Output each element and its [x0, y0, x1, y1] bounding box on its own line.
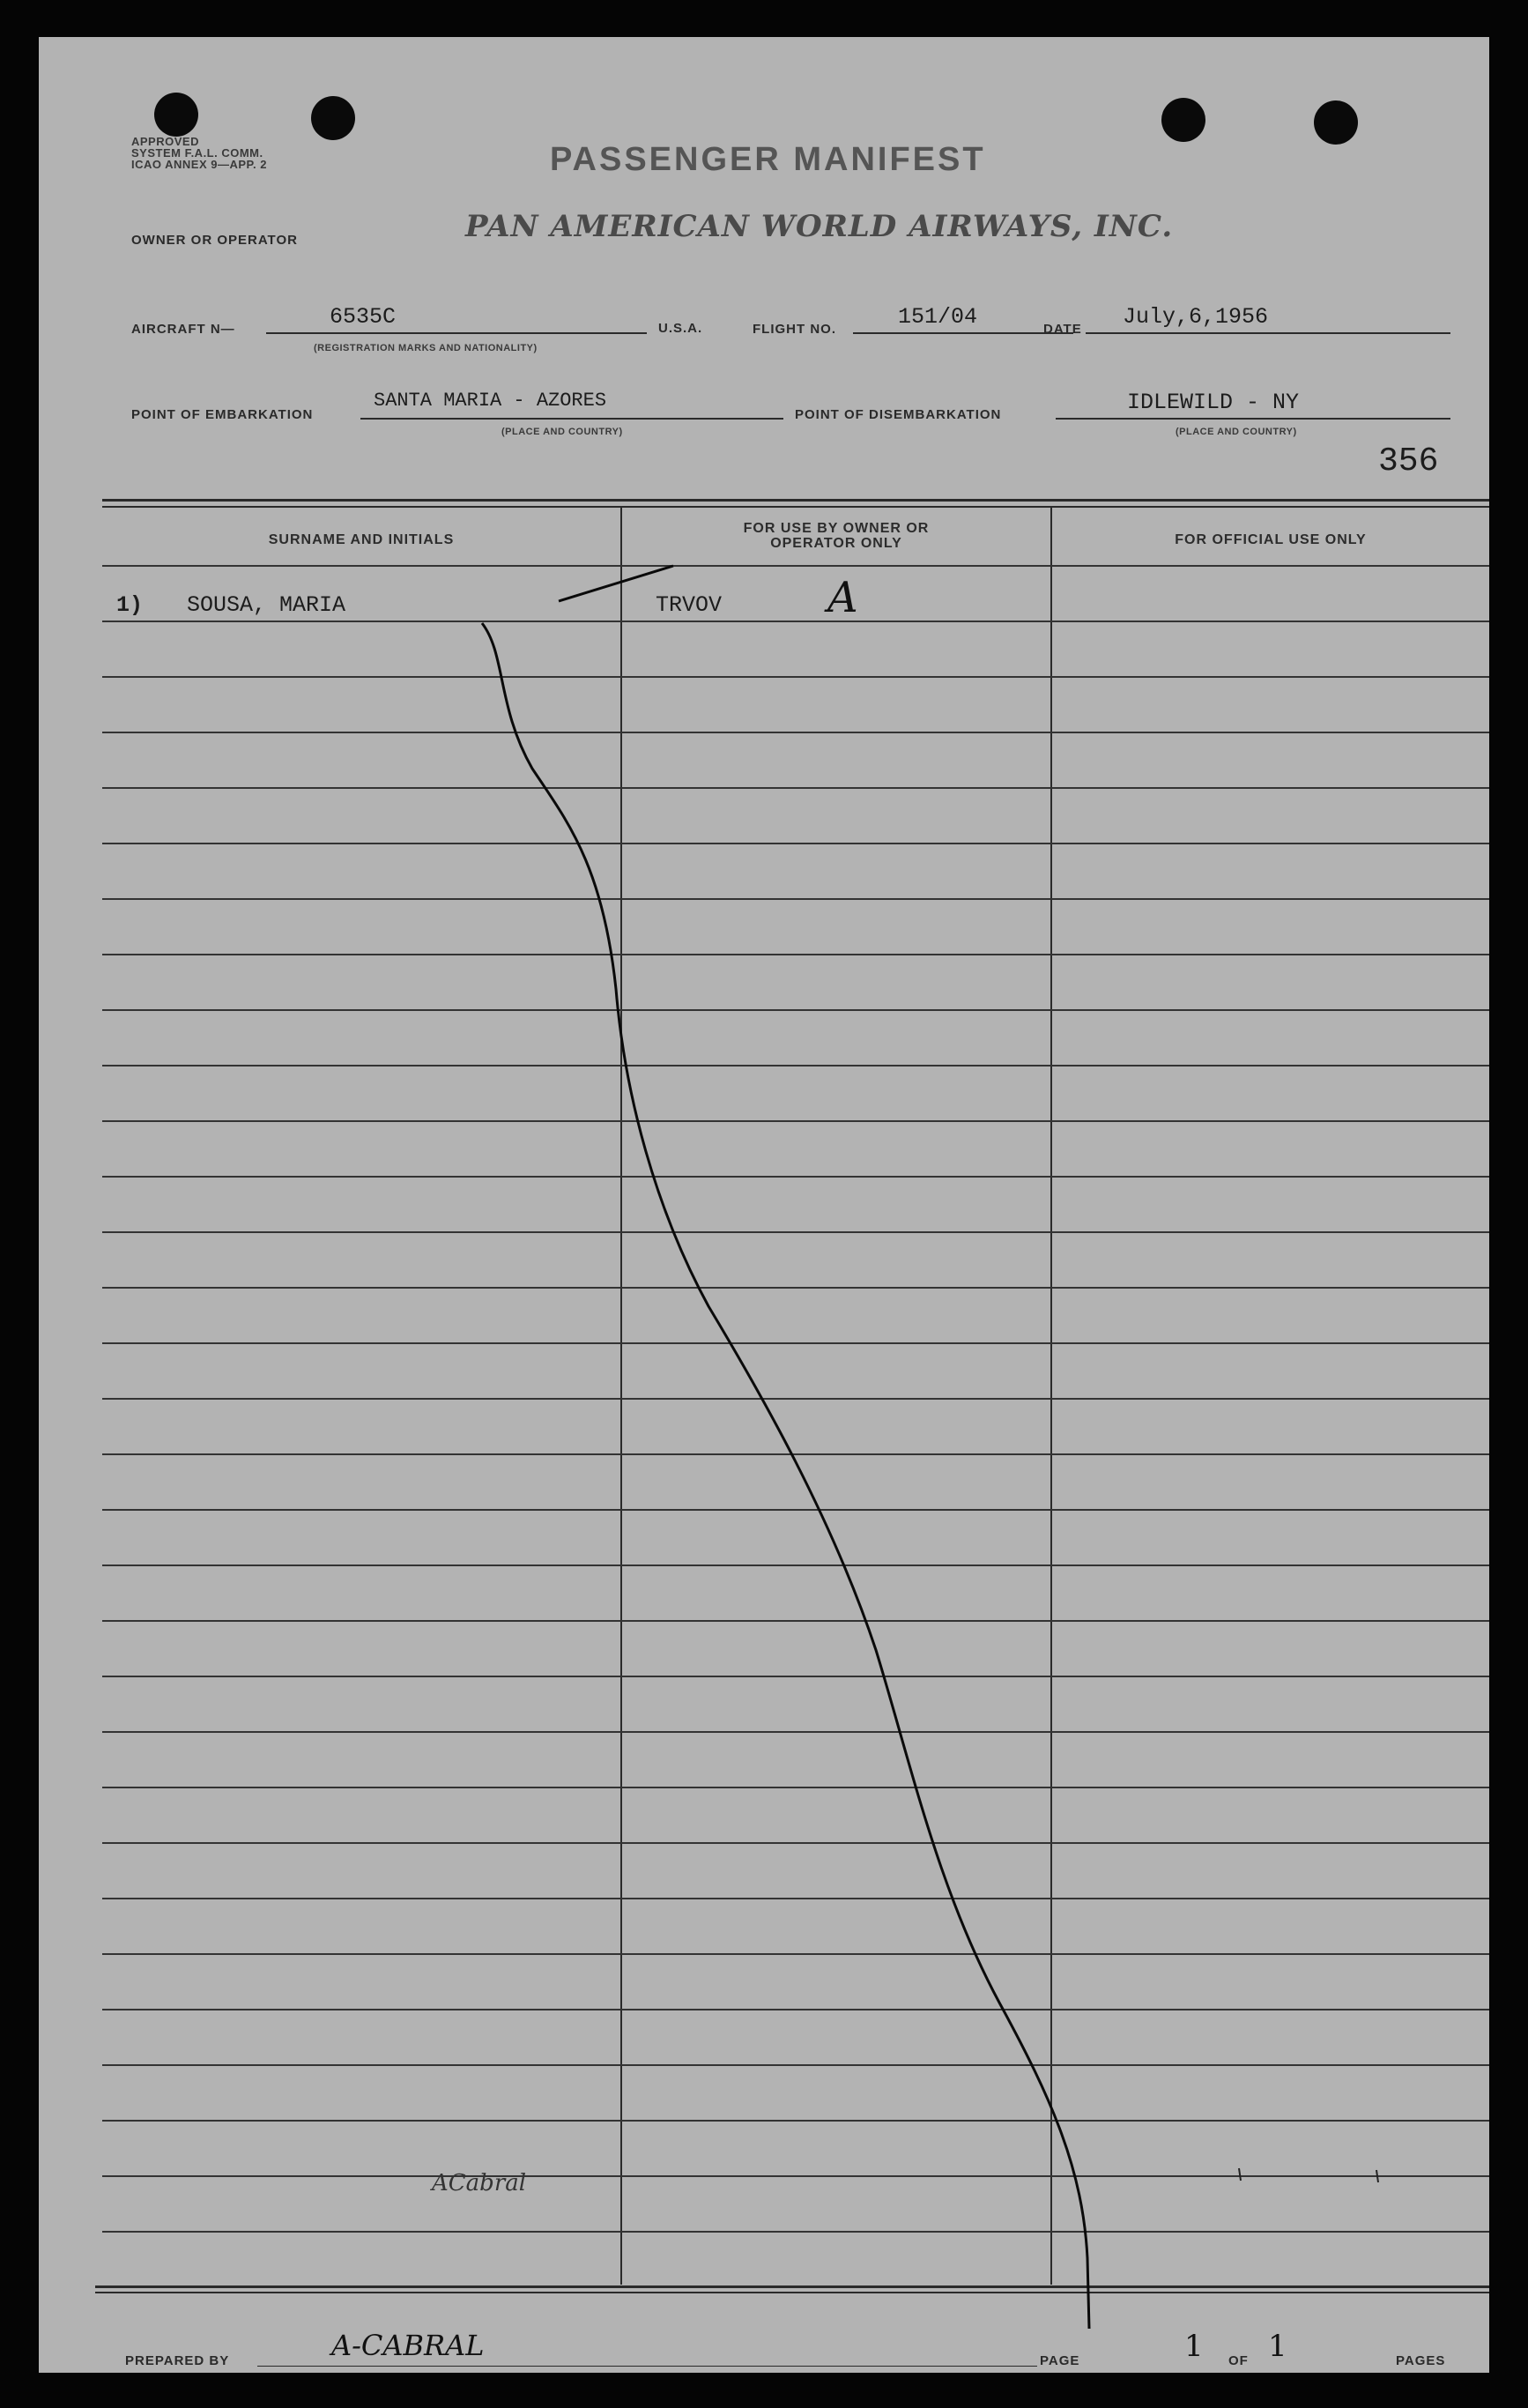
- aircraft-sublabel: (REGISTRATION MARKS AND NATIONALITY): [314, 343, 538, 353]
- handwritten-annotation: ACabral: [432, 2170, 527, 2196]
- void-strike-line: [39, 37, 1489, 2373]
- of-label: OF: [1228, 2353, 1249, 2368]
- owner-use-code: TRVOV: [656, 592, 723, 618]
- prepared-by-label: PREPARED BY: [125, 2353, 230, 2368]
- date-label: DATE: [1043, 322, 1082, 337]
- disembarkation-label: POINT OF DISEMBARKATION: [795, 407, 1002, 422]
- embarkation-label: POINT OF EMBARKATION: [131, 407, 314, 422]
- embarkation-value: SANTA MARIA - AZORES: [374, 390, 607, 412]
- passenger-name: SOUSA, MARIA: [187, 592, 346, 618]
- row-number: 1): [116, 592, 144, 618]
- pages-value: 1: [1268, 2329, 1287, 2364]
- stamp-line: SYSTEM F.A.L. COMM.: [131, 146, 263, 160]
- nationality: U.S.A.: [658, 321, 703, 336]
- page-label: PAGE: [1040, 2353, 1080, 2368]
- disembarkation-sublabel: (PLACE AND COUNTRY): [1176, 427, 1297, 437]
- stamp-line: APPROVED: [131, 135, 199, 148]
- manifest-form: [39, 37, 1489, 2373]
- page-value: 1: [1184, 2329, 1204, 2364]
- prepared-by-value: A-CABRAL: [331, 2329, 485, 2362]
- handwritten-mark: A: [827, 573, 858, 622]
- disembarkation-value: IDLEWILD - NY: [1127, 390, 1300, 415]
- col-header-surname: SURNAME AND INITIALS: [268, 532, 455, 547]
- aircraft-label: AIRCRAFT N—: [131, 322, 235, 337]
- embarkation-sublabel: (PLACE AND COUNTRY): [501, 427, 623, 437]
- stamp-line: ICAO ANNEX 9—APP. 2: [131, 158, 267, 171]
- form-title: PASSENGER MANIFEST: [550, 141, 986, 178]
- owner-label: OWNER OR OPERATOR: [131, 233, 298, 248]
- owner-value: PAN AMERICAN WORLD AIRWAYS, INC.: [465, 209, 1174, 244]
- pages-label: PAGES: [1396, 2353, 1446, 2368]
- flight-value: 151/04: [898, 304, 978, 330]
- aircraft-value: 6535C: [330, 304, 397, 330]
- col-header-owner-use: FOR USE BY OWNER OR OPERATOR ONLY: [743, 521, 930, 551]
- page-number: 356: [1378, 442, 1439, 480]
- prepared-by-underline: [257, 2366, 1037, 2367]
- date-value: July,6,1956: [1123, 304, 1269, 330]
- col-header-official: FOR OFFICIAL USE ONLY: [1175, 532, 1367, 547]
- flight-label: FLIGHT NO.: [753, 322, 836, 337]
